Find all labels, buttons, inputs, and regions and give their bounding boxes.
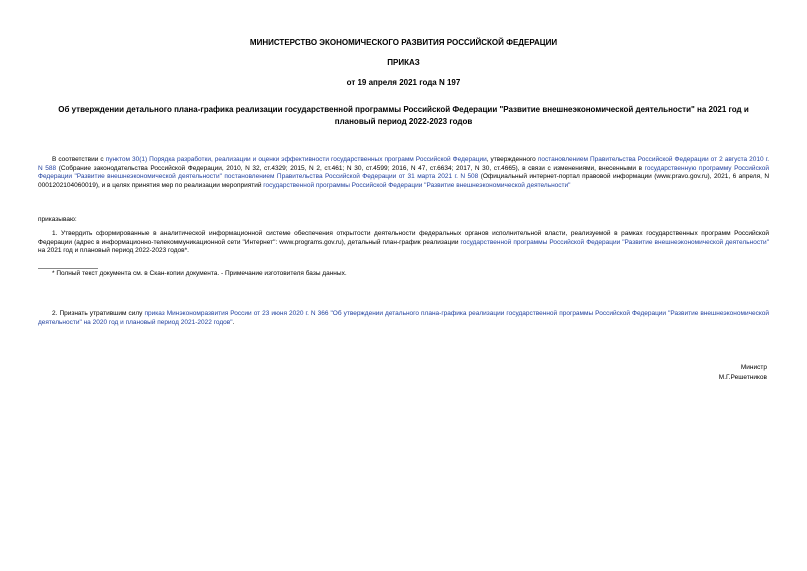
link-government-decree-508[interactable]: постановлением Правительства Российской Федерации от 31 марта 2021 г. N 508	[224, 173, 479, 181]
preamble-text: , утвержденного	[486, 156, 538, 163]
ministry-heading: МИНИСТЕРСТВО ЭКОНОМИЧЕСКОГО РАЗВИТИЯ РОССИЙСКОЙ ФЕДЕРАЦИИ	[249, 38, 558, 47]
link-procedure-point[interactable]: пунктом 30(1) Порядка разработки, реализации и оценки эффективности государственных программ Российской Федерации	[105, 156, 487, 163]
signature-position: Министр	[740, 364, 767, 371]
item-2-text: 2. Признать утратившим силу	[52, 310, 145, 317]
date-number-heading: от 19 апреля 2021 года N 197	[346, 78, 461, 87]
item-2-paragraph	[38, 310, 769, 327]
link-government-decree-588[interactable]: постановлением Правительства Российской Федерации от 2 августа 2010 г. N 588	[38, 156, 770, 172]
item-1-text: на 2021 год и плановый период 2022-2023 годов*.	[38, 247, 189, 255]
link-state-program-measures[interactable]: государственной программы Российской Федерации "Развитие внешнеэкономической деятельности"	[263, 181, 571, 189]
link-order-366[interactable]: приказ Минэкономразвития России от 23 июня 2020 г. N 366 "Об утверждении детального плана-графика реализации государственной программы Российской Федерации "Развитие внешнеэкономической деятельности" на 2020 год и плановый период 2021-2022 годов"	[38, 310, 769, 326]
preamble-text: (Официальный интернет-портал правовой информации (www.pravo.gov.ru), 2021, 6 апреля, N 0001202104060019), и в целях принятия мер по реализации мероприятий	[38, 173, 770, 189]
item-1-text: 1. Утвердить сформированные в аналитической информационной системе обеспечения открытости деятельности федеральных органов исполнительной власти, реализуемой в рамках государственных программ Российской Федерации (адрес в информационно-телекоммуникационной сети "Интернет": www.programs.gov.ru), детальный план-график реализации	[38, 230, 769, 246]
item-2-text: .	[232, 318, 235, 326]
preamble-paragraph	[38, 156, 769, 190]
footnote: * Полный текст документа см. в Скан-копии документа. - Примечание изготовителя базы данных.	[52, 270, 347, 277]
signature-name: М.Г.Решетников	[718, 374, 767, 381]
link-state-program-item1[interactable]: государственной программы Российской Федерации "Развитие внешнеэкономической деятельности"	[460, 238, 769, 246]
preamble-text: (Собрание законодательства Российской Федерации, 2010, N 32, ст.4329; 2015, N 2, ст.461; N 30, ст.4599; 2016, N 47, ст.6634; 2017, N 30, ст.4665), в связи с изменениями, внесенными в	[56, 164, 645, 172]
link-state-program[interactable]: государственную программу Российской Федерации "Развитие внешнеэкономической деятельности"	[38, 164, 769, 181]
preamble-text: В соответствии с	[52, 156, 106, 163]
item-1-paragraph	[38, 230, 769, 256]
order-word: приказываю:	[38, 216, 77, 223]
doc-type-heading: ПРИКАЗ	[387, 58, 420, 67]
footnote-divider	[38, 268, 98, 269]
document-title: Об утверждении детального плана-графика реализации государственной программы Российской Федерации "Развитие внешнеэкономической деятельности" на 2021 год и плановый период 2022-2023 годов	[58, 105, 749, 126]
